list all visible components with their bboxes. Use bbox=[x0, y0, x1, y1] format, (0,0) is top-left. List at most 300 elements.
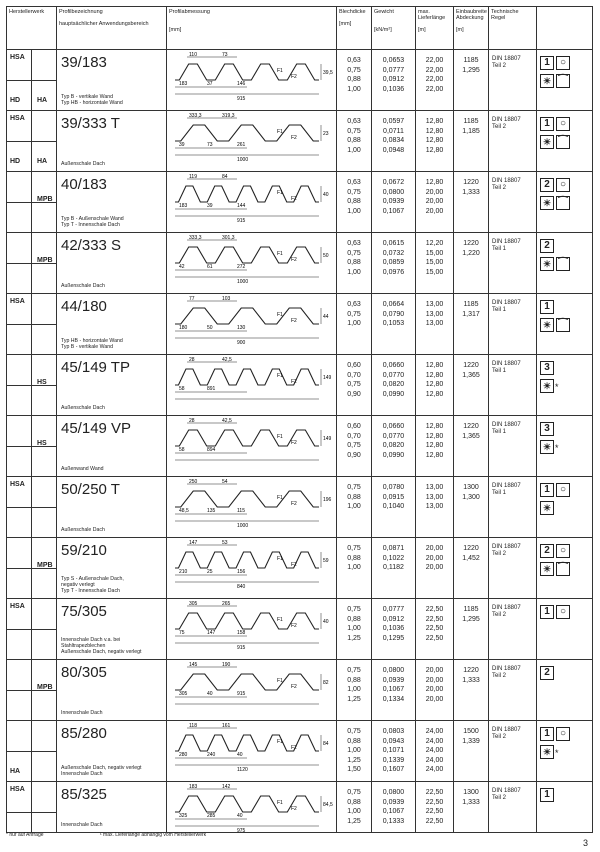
weight-value: 0,0871 bbox=[382, 545, 405, 552]
manufacturer-code: HSA bbox=[10, 54, 25, 61]
face-label: F2 bbox=[291, 74, 297, 80]
profile-usage: Außenschale Dach, negativ verlegt Innenschale Dach bbox=[61, 765, 142, 777]
class-number-box: 1 bbox=[540, 788, 554, 802]
dimension-label: 285 bbox=[207, 813, 216, 819]
thickness-value: 0,63 bbox=[347, 179, 361, 186]
dimension-label: 53 bbox=[222, 540, 228, 546]
class-icons-cell bbox=[537, 782, 593, 833]
thickness-value: 0,88 bbox=[347, 493, 361, 501]
manufacturer-code: HSA bbox=[10, 115, 25, 122]
rule-text: DIN 18807 bbox=[492, 422, 521, 428]
weight-value: 0,0943 bbox=[382, 737, 405, 745]
table-row bbox=[7, 294, 593, 355]
dimension-label: 40 bbox=[237, 752, 243, 758]
length-cell bbox=[416, 477, 454, 538]
dimension-label: 73 bbox=[222, 52, 228, 58]
manufacturer-cell bbox=[7, 172, 57, 233]
profile-drawing bbox=[167, 477, 335, 533]
width-value: 1220 bbox=[463, 667, 479, 674]
dimension-label: 196 bbox=[323, 497, 332, 503]
weight-value: 0,0859 bbox=[382, 259, 405, 266]
table-row bbox=[7, 782, 593, 833]
width-value: 1300 bbox=[463, 484, 479, 491]
sun-icon: ☀ bbox=[540, 562, 554, 576]
dimension-label: 915 bbox=[237, 691, 246, 697]
dimension-label: 1000 bbox=[237, 523, 249, 529]
thickness-value: 0,63 bbox=[347, 57, 361, 64]
length-value: 20,00 bbox=[425, 564, 444, 571]
profile-outline bbox=[175, 308, 319, 324]
width-value: 1,185 bbox=[462, 127, 480, 135]
thickness-value: 0,75 bbox=[347, 728, 361, 735]
face-label: F2 bbox=[291, 257, 297, 263]
profile-drawing bbox=[167, 416, 335, 472]
manufacturer-code: HSA bbox=[10, 481, 25, 488]
weight-value: 0,1022 bbox=[382, 554, 405, 562]
width-cell bbox=[454, 355, 489, 416]
dimension-label: 280 bbox=[179, 752, 188, 758]
thickness-value: 0,88 bbox=[347, 76, 361, 83]
manufacturer-code: HS bbox=[37, 440, 47, 447]
header-manufacturer: Herstellerwerk bbox=[7, 7, 57, 50]
profile-name: 59/210 bbox=[61, 542, 107, 559]
dimension-label: 48,5 bbox=[179, 508, 189, 514]
weight-value: 0,0800 bbox=[382, 667, 405, 674]
length-value: 20,00 bbox=[425, 667, 444, 674]
rule-text: Teil 2 bbox=[492, 63, 507, 69]
dimension-label: 50 bbox=[323, 253, 329, 259]
profile-usage: Typ HB - horizontale Wand Typ B - vertikale Wand bbox=[61, 338, 123, 350]
drop-icon: ○ bbox=[556, 544, 570, 558]
dimension-label: 130 bbox=[237, 325, 246, 331]
profile-outline bbox=[175, 64, 319, 80]
rule-text: Teil 1 bbox=[492, 490, 507, 496]
profile-cell bbox=[57, 50, 167, 111]
length-value: 24,00 bbox=[425, 747, 444, 754]
dimension-label: 103 bbox=[222, 296, 231, 302]
drop-icon: ○ bbox=[556, 605, 570, 619]
weight-value: 0,0672 bbox=[382, 179, 405, 186]
dimension-label: 84,5 bbox=[323, 802, 333, 808]
profile-cell bbox=[57, 294, 167, 355]
dimension-label: 305 bbox=[179, 691, 188, 697]
dimension-label: 37 bbox=[207, 81, 213, 87]
dimension-label: 119 bbox=[189, 174, 197, 180]
sun-icon: ☀ bbox=[540, 196, 554, 210]
weight-value: 0,1295 bbox=[382, 634, 405, 642]
weight-value: 0,1036 bbox=[382, 85, 405, 93]
width-value: 1220 bbox=[463, 240, 479, 247]
profile-drawing-cell bbox=[167, 111, 337, 172]
thickness-cell bbox=[337, 660, 372, 721]
dimension-label: 40 bbox=[323, 192, 329, 198]
weight-value: 0,0732 bbox=[382, 249, 405, 257]
thickness-value: 0,75 bbox=[347, 789, 361, 796]
profile-name: 40/183 bbox=[61, 176, 107, 193]
manufacturer-cell bbox=[7, 782, 57, 833]
width-cell bbox=[454, 782, 489, 833]
class-number-box: 2 bbox=[540, 178, 554, 192]
profile-drawing bbox=[167, 233, 335, 289]
thickness-value: 0,75 bbox=[347, 66, 361, 74]
length-value: 13,00 bbox=[425, 484, 444, 491]
weight-value: 0,0912 bbox=[382, 76, 405, 83]
thickness-value: 0,88 bbox=[347, 259, 361, 266]
length-cell bbox=[416, 782, 454, 833]
class-number-box: 3 bbox=[540, 422, 554, 436]
weight-value: 0,0777 bbox=[382, 66, 405, 74]
weight-cell bbox=[372, 355, 416, 416]
dimension-label: 891 bbox=[207, 386, 216, 392]
thickness-value: 0,75 bbox=[347, 127, 361, 135]
weight-value: 0,0834 bbox=[382, 137, 405, 144]
thickness-value: 0,88 bbox=[347, 615, 361, 623]
rule-cell bbox=[489, 294, 537, 355]
length-value: 13,00 bbox=[425, 320, 444, 327]
length-value: 13,00 bbox=[425, 310, 444, 318]
profile-cell bbox=[57, 721, 167, 782]
dimension-label: 156 bbox=[237, 569, 246, 575]
rule-text: Teil 1 bbox=[492, 429, 507, 435]
dimension-label: 840 bbox=[237, 584, 246, 590]
manufacturer-cell bbox=[7, 111, 57, 172]
rule-text: Teil 1 bbox=[492, 307, 507, 313]
profile-name: 85/280 bbox=[61, 725, 107, 742]
dimension-label: 158 bbox=[237, 630, 246, 636]
profile-usage: Typ B - vertikale Wand Typ HB - horizontale Wand bbox=[61, 94, 123, 106]
class-number-box: 1 bbox=[540, 56, 554, 70]
asterisk-mark: * bbox=[555, 748, 559, 758]
face-label: F2 bbox=[291, 684, 297, 690]
rule-text: Teil 2 bbox=[492, 551, 507, 557]
dimension-label: 145 bbox=[189, 662, 198, 668]
profile-drawing bbox=[167, 782, 335, 834]
dimension-label: 915 bbox=[237, 96, 246, 102]
dimension-label: 142 bbox=[222, 784, 231, 790]
length-value: 24,00 bbox=[425, 756, 444, 764]
dimension-label: 915 bbox=[237, 218, 246, 224]
length-value: 12,80 bbox=[425, 390, 444, 398]
face-label: F1 bbox=[277, 373, 283, 379]
profile-drawing bbox=[167, 660, 335, 716]
rule-text: DIN 18807 bbox=[492, 56, 521, 62]
width-value: 1,339 bbox=[462, 737, 480, 745]
profile-usage: Außenschale Dach bbox=[61, 405, 105, 411]
weight-value: 0,0664 bbox=[382, 301, 405, 308]
face-label: F2 bbox=[291, 196, 297, 202]
profile-drawing bbox=[167, 599, 335, 655]
weight-value: 0,1339 bbox=[382, 756, 405, 764]
length-value: 22,00 bbox=[425, 76, 444, 83]
length-value: 22,00 bbox=[425, 85, 444, 93]
dimension-label: 23 bbox=[323, 131, 329, 137]
length-value: 12,80 bbox=[425, 127, 444, 135]
profile-usage: Typ S - Außenschale Dach, negativ verlegt Typ T - Innenschale Dach bbox=[61, 576, 124, 594]
profile-drawing bbox=[167, 294, 335, 350]
length-value: 22,50 bbox=[425, 808, 444, 815]
drop-icon: ○ bbox=[556, 178, 570, 192]
weight-value: 0,0939 bbox=[382, 198, 405, 205]
rule-text: DIN 18807 bbox=[492, 117, 521, 123]
sun-icon: ☀ bbox=[540, 440, 554, 454]
profile-outline bbox=[175, 613, 319, 629]
dimension-label: 25 bbox=[207, 569, 213, 575]
dimension-label: 28 bbox=[189, 418, 195, 424]
length-value: 20,00 bbox=[425, 207, 444, 215]
width-cell bbox=[454, 599, 489, 660]
profile-drawing-cell bbox=[167, 294, 337, 355]
dimension-label: 261 bbox=[237, 142, 246, 148]
dimension-label: 272 bbox=[237, 264, 246, 270]
width-value: 1185 bbox=[463, 606, 479, 613]
profile-drawing-cell bbox=[167, 782, 337, 833]
dimension-label: 75 bbox=[179, 630, 185, 636]
class-icons-cell bbox=[537, 416, 593, 477]
profile-drawing-cell bbox=[167, 477, 337, 538]
rule-text: Teil 1 bbox=[492, 246, 507, 252]
thickness-value: 1,00 bbox=[347, 686, 361, 693]
weight-value: 0,1333 bbox=[382, 817, 405, 825]
manufacturer-code: HA bbox=[10, 768, 21, 775]
profile-name: 75/305 bbox=[61, 603, 107, 620]
dimension-label: 1120 bbox=[237, 767, 248, 773]
width-value: 1,220 bbox=[462, 249, 480, 257]
dimension-label: 301,3 bbox=[222, 235, 235, 241]
manufacturer-code: HSA bbox=[10, 786, 25, 793]
profile-cell bbox=[57, 599, 167, 660]
dimension-label: 40 bbox=[323, 619, 329, 625]
dimension-label: 44 bbox=[323, 314, 329, 320]
thickness-value: 1,25 bbox=[347, 756, 361, 764]
weight-value: 0,0597 bbox=[382, 118, 405, 125]
thickness-value: 0,70 bbox=[347, 432, 361, 440]
weight-cell bbox=[372, 477, 416, 538]
length-value: 12,80 bbox=[425, 146, 444, 154]
dimension-label: 73 bbox=[207, 142, 213, 148]
rule-text: Teil 2 bbox=[492, 734, 507, 740]
weight-value: 0,0653 bbox=[382, 57, 405, 64]
length-cell bbox=[416, 111, 454, 172]
width-value: 1220 bbox=[463, 423, 479, 430]
length-value: 20,00 bbox=[425, 545, 444, 552]
weight-value: 0,0803 bbox=[382, 728, 405, 735]
thickness-value: 1,00 bbox=[347, 625, 361, 632]
header-thickness: Blechdicke [mm] bbox=[337, 7, 372, 50]
profile-name: 39/333 T bbox=[61, 115, 120, 132]
class-icons-cell bbox=[537, 172, 593, 233]
width-cell bbox=[454, 416, 489, 477]
dimension-label: 210 bbox=[179, 569, 188, 575]
thickness-value: 0,75 bbox=[347, 188, 361, 196]
rule-cell bbox=[489, 721, 537, 782]
class-icons-cell bbox=[537, 233, 593, 294]
thickness-value: 0,60 bbox=[347, 362, 361, 369]
thickness-value: 0,70 bbox=[347, 371, 361, 379]
length-value: 13,00 bbox=[425, 493, 444, 501]
weight-value: 0,0780 bbox=[382, 484, 405, 491]
thickness-value: 0,75 bbox=[347, 667, 361, 674]
manufacturer-code: HS bbox=[37, 379, 47, 386]
rule-cell bbox=[489, 111, 537, 172]
thickness-value: 1,50 bbox=[347, 766, 361, 773]
face-label: F1 bbox=[277, 68, 283, 74]
class-icons-cell bbox=[537, 477, 593, 538]
width-value: 1,365 bbox=[462, 432, 480, 440]
profile-name: 50/250 T bbox=[61, 481, 120, 498]
class-icons-cell bbox=[537, 50, 593, 111]
table-row bbox=[7, 172, 593, 233]
thickness-value: 0,90 bbox=[347, 451, 361, 459]
length-value: 20,00 bbox=[425, 198, 444, 205]
thickness-value: 1,00 bbox=[347, 808, 361, 815]
thickness-value: 1,25 bbox=[347, 817, 361, 825]
width-cell bbox=[454, 172, 489, 233]
face-label: F1 bbox=[277, 190, 283, 196]
profile-outline bbox=[175, 735, 319, 751]
dimension-label: 265 bbox=[222, 601, 231, 607]
width-value: 1,452 bbox=[462, 554, 480, 562]
length-value: 12,80 bbox=[425, 432, 444, 440]
dimension-label: 82 bbox=[323, 680, 329, 686]
thickness-value: 0,75 bbox=[347, 442, 361, 449]
curve-icon: ⌒ bbox=[558, 257, 568, 269]
length-value: 20,00 bbox=[425, 676, 444, 684]
face-label: F2 bbox=[291, 440, 297, 446]
thickness-value: 0,88 bbox=[347, 137, 361, 144]
weight-value: 0,0939 bbox=[382, 676, 405, 684]
weight-value: 0,1053 bbox=[382, 320, 405, 327]
width-value: 1300 bbox=[463, 789, 479, 796]
face-label: F1 bbox=[277, 434, 283, 440]
width-value: 1,333 bbox=[462, 676, 480, 684]
rule-text: Teil 2 bbox=[492, 185, 507, 191]
weight-cell bbox=[372, 416, 416, 477]
rule-text: Teil 2 bbox=[492, 124, 507, 130]
length-cell bbox=[416, 599, 454, 660]
profile-usage: Außenschale Dach bbox=[61, 527, 105, 533]
class-icons-cell bbox=[537, 538, 593, 599]
profile-usage: Innenschale Dach bbox=[61, 710, 103, 716]
dimension-label: 161 bbox=[222, 723, 231, 729]
width-cell bbox=[454, 660, 489, 721]
rule-text: Teil 2 bbox=[492, 612, 507, 618]
weight-value: 0,0770 bbox=[382, 371, 405, 379]
profile-cell bbox=[57, 111, 167, 172]
thickness-value: 0,88 bbox=[347, 554, 361, 562]
thickness-cell bbox=[337, 50, 372, 111]
manufacturer-cell bbox=[7, 477, 57, 538]
profile-drawing bbox=[167, 721, 335, 777]
dimension-label: 305 bbox=[189, 601, 198, 607]
table-row bbox=[7, 416, 593, 477]
dimension-label: 325 bbox=[179, 813, 188, 819]
length-value: 15,00 bbox=[425, 259, 444, 266]
thickness-cell bbox=[337, 477, 372, 538]
manufacturer-code: MPB bbox=[37, 684, 53, 691]
drop-icon: ○ bbox=[556, 56, 570, 70]
rule-cell bbox=[489, 416, 537, 477]
dimension-label: 28 bbox=[189, 357, 195, 363]
length-value: 22,50 bbox=[425, 798, 444, 806]
dimension-label: 333,3 bbox=[189, 113, 202, 119]
dimension-label: 149 bbox=[323, 375, 332, 381]
rule-cell bbox=[489, 660, 537, 721]
length-value: 12,80 bbox=[425, 371, 444, 379]
dimension-label: 333,3 bbox=[189, 235, 202, 241]
thickness-value: 0,63 bbox=[347, 240, 361, 247]
weight-value: 0,0800 bbox=[382, 789, 405, 796]
width-value: 1,295 bbox=[462, 615, 480, 623]
weight-value: 0,0660 bbox=[382, 423, 405, 430]
dimension-label: 183 bbox=[179, 81, 188, 87]
dimension-label: 147 bbox=[189, 540, 198, 546]
profile-drawing-cell bbox=[167, 50, 337, 111]
width-value: 1,300 bbox=[462, 493, 480, 501]
manufacturer-cell bbox=[7, 660, 57, 721]
weight-value: 0,0800 bbox=[382, 188, 405, 196]
rule-text: DIN 18807 bbox=[492, 239, 521, 245]
profile-outline bbox=[175, 491, 319, 507]
table-row bbox=[7, 538, 593, 599]
length-value: 20,00 bbox=[425, 554, 444, 562]
length-value: 22,50 bbox=[425, 634, 444, 642]
curve-icon: ⌒ bbox=[558, 196, 568, 208]
length-value: 22,50 bbox=[425, 789, 444, 796]
dimension-label: 61 bbox=[207, 264, 213, 270]
thickness-value: 1,00 bbox=[347, 85, 361, 93]
thickness-cell bbox=[337, 721, 372, 782]
face-label: F1 bbox=[277, 129, 283, 135]
length-value: 24,00 bbox=[425, 766, 444, 773]
asterisk-mark: * bbox=[555, 382, 559, 392]
thickness-value: 0,75 bbox=[347, 381, 361, 388]
curve-icon: ⌒ bbox=[558, 74, 568, 86]
face-label: F1 bbox=[277, 495, 283, 501]
table-row bbox=[7, 50, 593, 111]
profile-drawing bbox=[167, 172, 335, 228]
length-cell bbox=[416, 355, 454, 416]
dimension-label: 58 bbox=[179, 447, 185, 453]
width-value: 1500 bbox=[463, 728, 479, 735]
manufacturer-cell bbox=[7, 355, 57, 416]
width-cell bbox=[454, 721, 489, 782]
profile-usage: Innenschale Dach v.a. bei Stahltrapezblechen Außenschale Dach, negativ verlegt bbox=[61, 637, 142, 655]
weight-value: 0,1607 bbox=[382, 766, 405, 773]
class-icons-cell bbox=[537, 599, 593, 660]
class-number-box: 2 bbox=[540, 239, 554, 253]
width-value: 1,365 bbox=[462, 371, 480, 379]
length-value: 13,00 bbox=[425, 301, 444, 308]
dimension-label: 915 bbox=[237, 645, 246, 651]
dimension-label: 54 bbox=[222, 479, 228, 485]
face-label: F2 bbox=[291, 806, 297, 812]
profile-usage: Typ B - Außenschale Wand Typ T - Innenschale Dach bbox=[61, 216, 124, 228]
class-number-box: 1 bbox=[540, 605, 554, 619]
weight-cell bbox=[372, 172, 416, 233]
manufacturer-cell bbox=[7, 721, 57, 782]
weight-cell bbox=[372, 111, 416, 172]
weight-cell bbox=[372, 721, 416, 782]
length-value: 12,80 bbox=[425, 381, 444, 388]
face-label: F2 bbox=[291, 623, 297, 629]
class-number-box: 1 bbox=[540, 483, 554, 497]
length-value: 12,80 bbox=[425, 179, 444, 186]
dimension-label: 149 bbox=[323, 436, 332, 442]
width-value: 1185 bbox=[463, 301, 479, 308]
curve-icon: ⌒ bbox=[558, 318, 568, 330]
face-label: F1 bbox=[277, 678, 283, 684]
dimension-label: 144 bbox=[237, 203, 246, 209]
